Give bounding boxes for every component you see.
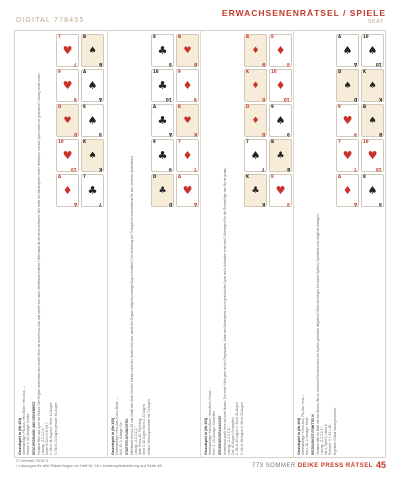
puzzle-line: Grand, 9, 10, Ansage: Kontra — [26, 413, 31, 455]
puzzle-text: Vorhand führt das Spiel als Grand. Der Gegner übernimmt den ersten Stich mit dem Kreuz-Ass und spielt Herz nach. Mittelhand bedient, Hinterhand sticht mit dem Buben. Wie sollte der Alleinspieler weiter verfahren, um das Spiel sicher zu gewinnen? Lösung siehe unten. — [36, 72, 41, 455]
card-rank: 7 — [338, 139, 341, 144]
card-rank: K — [193, 132, 197, 137]
playing-card — [176, 69, 199, 102]
puzzle-line: Karo, 10, 9, Ansage: Hand — [305, 417, 310, 455]
card-rank: B — [271, 139, 275, 144]
card-suit-icon: ♦ — [275, 79, 286, 92]
card-rank: 7 — [74, 62, 77, 67]
card-rank: K — [261, 97, 265, 102]
puzzle-text: Hinterhand spielt Herz mit zwei Buben. Der erste Stich geht an die Gegenpartei. Kann der Alleinspieler durch geschicktes Spiel noch Schneider erreichen? Überlegen Sie die Reihenfolge der Stiche genau. — [222, 167, 227, 455]
card-rank: 9 — [178, 69, 181, 74]
card-rank: 8 — [153, 34, 156, 39]
puzzle-line: Kartenabfolge: Pik-Ass, Herz-Bube, Herz-Ass, ... — [22, 386, 27, 455]
playing-card — [244, 174, 267, 207]
copyright-note — [16, 458, 162, 468]
card-suit-icon: ♠ — [368, 116, 377, 126]
card-suit-icon: ♥ — [62, 79, 73, 92]
card-suit-icon: ♣ — [157, 149, 168, 162]
card-rank: D — [338, 69, 342, 74]
card-suit-icon: ♠ — [368, 81, 377, 91]
card-grid-4 — [336, 34, 384, 207]
card-rank: B — [363, 104, 367, 109]
card-suit-icon: ♦ — [182, 79, 193, 92]
puzzle-row: 3. Stich: 18 Augen 4. Stich: 12 Augen — [239, 402, 244, 455]
card-rank: 7 — [83, 174, 86, 179]
card-suit-icon: ♥ — [183, 116, 192, 126]
card-suit-icon: ♠ — [87, 79, 98, 92]
playing-card — [269, 104, 292, 137]
playing-card — [56, 69, 79, 102]
card-suit-icon: ♣ — [276, 151, 285, 161]
card-suit-icon: ♠ — [342, 44, 353, 57]
puzzle-row: Ziel: 90 Augen (Schneider) — [231, 417, 236, 455]
puzzle-row: Lösung: „Z.Z.Z.Z.Z." — [134, 426, 139, 455]
card-suit-icon: ♣ — [87, 184, 98, 197]
playing-card — [81, 139, 104, 172]
card-rank: A — [73, 202, 77, 207]
card-rank: D — [58, 104, 62, 109]
card-rank: A — [353, 62, 357, 67]
card-suit-icon: ♠ — [88, 151, 97, 161]
puzzle-line: Null, 10, 9, Ansage: Re — [119, 422, 124, 455]
card-grid-1 — [56, 34, 104, 207]
card-suit-icon: ♠ — [367, 184, 378, 197]
card-rank: A — [153, 104, 157, 109]
puzzle-line: Kartenabfolge: Karo-Bube, Herz-Bube, Kreuz-... — [208, 387, 213, 455]
playing-card — [56, 174, 79, 207]
card-rank: 10 — [363, 139, 369, 144]
puzzle-title: Grundspiel in (Nr.101) — [18, 417, 22, 455]
puzzle-title: Grundspiel in (Nr.104) — [297, 417, 301, 455]
card-rank: 9 — [354, 132, 357, 137]
card-rank: 8 — [363, 174, 366, 179]
card-rank: 10 — [284, 97, 290, 102]
card-rank: A — [98, 97, 102, 102]
playing-card — [269, 34, 292, 67]
puzzle-heading: STARTER-GRUNDSPIEL — [124, 418, 129, 455]
playing-card — [56, 139, 79, 172]
card-suit-icon: ♥ — [62, 149, 73, 162]
card-rank: 10 — [166, 97, 172, 102]
card-grid-3 — [244, 34, 292, 207]
card-rank: 8 — [271, 174, 274, 179]
puzzle-text: Vorhand hält ein Blatt mit vier Buben. Bis zu welchem Reizwert kann der Spieler gefahrlos mitgehen? Berücksichtigen Sie dabei Spitzen, Spielstufe und mögliche Ansagen. — [315, 213, 320, 455]
card-rank: K — [378, 97, 382, 102]
card-rank: 8 — [169, 62, 172, 67]
card-rank: B — [83, 34, 87, 39]
card-rank: B — [286, 167, 290, 172]
puzzle-row: Lösung: „Z.Z.Z.Z.Z." — [41, 426, 46, 455]
playing-card — [81, 174, 104, 207]
card-rank: K — [246, 69, 250, 74]
puzzle-row: 1. Stich: 15 Augen 2. Stich: 21 Augen — [235, 402, 240, 455]
card-rank: A — [353, 202, 357, 207]
puzzle-row: Skat: Kreuz-10, Pik-König — [138, 418, 143, 455]
card-suit-icon: ♦ — [275, 44, 286, 57]
playing-card — [81, 104, 104, 137]
card-rank: 7 — [194, 167, 197, 172]
playing-card — [151, 69, 174, 102]
section-title: ERWACHSENENRÄTSEL / SPIELE — [221, 8, 386, 18]
card-rank: A — [193, 202, 197, 207]
card-rank: A — [338, 34, 342, 39]
puzzle-heading: ERGEBNISVORAUSSAGE — [217, 415, 222, 455]
card-rank: 10 — [271, 69, 277, 74]
card-rank: 8 — [287, 202, 290, 207]
card-suit-icon: ♠ — [367, 44, 378, 57]
card-rank: D — [73, 132, 77, 137]
playing-card — [244, 139, 267, 172]
card-rank: B — [98, 62, 102, 67]
card-rank: D — [168, 202, 172, 207]
playing-card — [361, 34, 384, 67]
card-rank: 10 — [376, 62, 382, 67]
puzzle-line: Kartenabfolge: Herz-Ass, Kreuz-Bube, ... — [115, 397, 120, 455]
puzzle-heading: BESCHREIBUNG UND GEGENREIZ — [31, 401, 36, 455]
playing-card — [269, 69, 292, 102]
card-suit-icon: ♦ — [251, 46, 260, 56]
card-rank: K — [363, 69, 367, 74]
brand-name: DEIKE PRESS RÄTSEL — [297, 463, 373, 469]
card-rank: 9 — [194, 97, 197, 102]
puzzle-row: 3. Stich: 21 Augen gesamt: 61 Augen — [53, 402, 58, 455]
card-rank: D — [353, 97, 357, 102]
card-rank: 8 — [287, 62, 290, 67]
magazine-code: DIGITAL 778455 — [16, 17, 85, 24]
puzzle-row: mit 4, Spiel 5, Hand 6 — [324, 424, 329, 455]
playing-card — [361, 174, 384, 207]
puzzle-row: Karte: A 10 K D B 9 8 7 — [45, 422, 50, 455]
card-suit-icon: ♦ — [182, 149, 193, 162]
puzzle-heading: REIZBARKEIT ERMITTELN — [310, 414, 315, 455]
playing-card — [269, 139, 292, 172]
puzzle-row: Lösung: „Z.Z.Z.Z.Z." — [320, 426, 325, 455]
playing-card — [56, 34, 79, 67]
card-suit-icon: ♣ — [157, 114, 168, 127]
card-rank: B — [246, 34, 250, 39]
card-rank: A — [178, 174, 182, 179]
playing-card — [176, 174, 199, 207]
copyright-line: © Urheber 2018 S — [16, 458, 49, 463]
playing-card — [151, 104, 174, 137]
card-suit-icon: ♣ — [251, 186, 260, 196]
playing-card — [81, 34, 104, 67]
playing-card — [269, 174, 292, 207]
card-rank: B — [178, 34, 182, 39]
card-rank: 10 — [363, 34, 369, 39]
playing-card — [56, 104, 79, 137]
card-suit-icon: ♠ — [275, 114, 286, 127]
playing-card — [361, 69, 384, 102]
card-rank: K — [246, 174, 250, 179]
card-suit-icon: ♥ — [275, 184, 286, 197]
card-rank: 9 — [271, 104, 274, 109]
card-rank: D — [246, 104, 250, 109]
card-rank: A — [83, 69, 87, 74]
card-suit-icon: ♣ — [158, 186, 167, 196]
card-rank: 9 — [287, 132, 290, 137]
puzzle-line: Kartenabfolge: Kreuz-Ass, Pik-Ass, Herz-... — [301, 393, 306, 455]
card-rank: 8 — [83, 104, 86, 109]
card-rank: 9 — [74, 97, 77, 102]
playing-card — [81, 69, 104, 102]
card-rank: K — [178, 104, 182, 109]
card-suit-icon: ♥ — [342, 149, 353, 162]
card-suit-icon: ♠ — [343, 81, 352, 91]
playing-card — [244, 69, 267, 102]
card-rank: A — [168, 132, 172, 137]
footnote-line: • Lösungen für alle Rätsel folgen im Heft Nr. 16 • Kartenspielanleitung auf Seite 48 — [16, 463, 162, 468]
card-rank: 9 — [338, 104, 341, 109]
card-suit-icon: ♥ — [367, 149, 378, 162]
card-rank: K — [83, 139, 87, 144]
card-rank: B — [378, 132, 382, 137]
card-suit-icon: ♥ — [182, 184, 193, 197]
card-suit-icon: ♥ — [183, 46, 192, 56]
playing-card — [336, 69, 359, 102]
puzzle-row: Ergebnis: Grand Hand gewonnen — [332, 407, 337, 455]
card-rank: 10 — [376, 167, 382, 172]
card-suit-icon: ♦ — [251, 116, 260, 126]
playing-card — [176, 104, 199, 137]
card-suit-icon: ♦ — [62, 184, 73, 197]
card-suit-icon: ♥ — [62, 44, 73, 57]
card-rank: 7 — [99, 202, 102, 207]
card-rank: 10 — [58, 139, 64, 144]
card-suit-icon: ♥ — [63, 116, 72, 126]
card-suit-icon: ♠ — [88, 46, 97, 56]
playing-card — [176, 139, 199, 172]
card-rank: 9 — [58, 69, 61, 74]
puzzle-title: Grundspiel in (Nr.102) — [111, 417, 115, 455]
card-rank: 7 — [246, 139, 249, 144]
card-rank: D — [153, 174, 157, 179]
card-rank: A — [58, 174, 62, 179]
card-rank: 7 — [262, 167, 265, 172]
section-subtitle: SKAT — [367, 19, 384, 25]
card-suit-icon: ♣ — [157, 44, 168, 57]
playing-card — [244, 104, 267, 137]
playing-card — [336, 139, 359, 172]
card-grid-2 — [151, 34, 199, 207]
card-rank: 10 — [71, 167, 77, 172]
puzzle-row: Lösung: „Z.Z.Z.Z.Z." — [227, 426, 232, 455]
playing-card — [336, 34, 359, 67]
card-suit-icon: ♦ — [251, 81, 260, 91]
card-rank: 8 — [379, 202, 382, 207]
puzzle-row: Reizwert: 5 × 12 = 60 — [328, 424, 333, 455]
card-rank: K — [98, 167, 102, 172]
playing-card — [336, 104, 359, 137]
card-suit-icon: ♥ — [342, 114, 353, 127]
puzzle-row: Stich 1: 10 Augen Stich 2: 22 Augen — [142, 404, 147, 455]
puzzle-text: Mittelhand reizt bis 23 und erhält den Skat. Welche Karten sollte der Spieler drücken, damit die Gegner möglichst wenige Augen erhalten? Die Verteilung der Trümpfe ist entscheidend für den weiteren Spielverlauf. — [129, 155, 134, 455]
playing-card — [244, 34, 267, 67]
brand-line — [252, 463, 373, 469]
card-rank: 10 — [153, 69, 159, 74]
card-rank: D — [261, 132, 265, 137]
card-rank: A — [338, 174, 342, 179]
card-suit-icon: ♠ — [250, 149, 261, 162]
puzzle-row: 1. Stich: 11 Augen 2. Stich: 14 Augen — [49, 402, 54, 455]
card-rank: 9 — [169, 167, 172, 172]
brand-prefix: 773 SOMMER — [252, 463, 296, 469]
puzzle-title: Grundspiel in (Nr.103) — [204, 417, 208, 455]
playing-card — [176, 34, 199, 67]
page-number: 45 — [375, 460, 386, 470]
card-rank: 7 — [178, 139, 181, 144]
card-rank: 8 — [99, 132, 102, 137]
card-rank: B — [193, 62, 197, 67]
card-suit-icon: ♣ — [157, 79, 168, 92]
playing-card — [151, 34, 174, 67]
playing-card — [151, 174, 174, 207]
playing-card — [336, 174, 359, 207]
card-rank: K — [261, 202, 265, 207]
playing-card — [151, 139, 174, 172]
card-rank: 7 — [58, 34, 61, 39]
card-suit-icon: ♠ — [87, 114, 98, 127]
card-suit-icon: ♦ — [342, 184, 353, 197]
card-rank: 8 — [271, 34, 274, 39]
card-rank: 7 — [354, 167, 357, 172]
puzzle-line: Herz, 9, 10, Ansage: Schneider — [212, 410, 217, 455]
playing-card — [361, 104, 384, 137]
playing-card — [361, 139, 384, 172]
card-rank: 9 — [153, 139, 156, 144]
card-rank: B — [261, 62, 265, 67]
puzzle-row: Verlauf: Grand gewonnen mit 74 Augen — [146, 399, 151, 455]
